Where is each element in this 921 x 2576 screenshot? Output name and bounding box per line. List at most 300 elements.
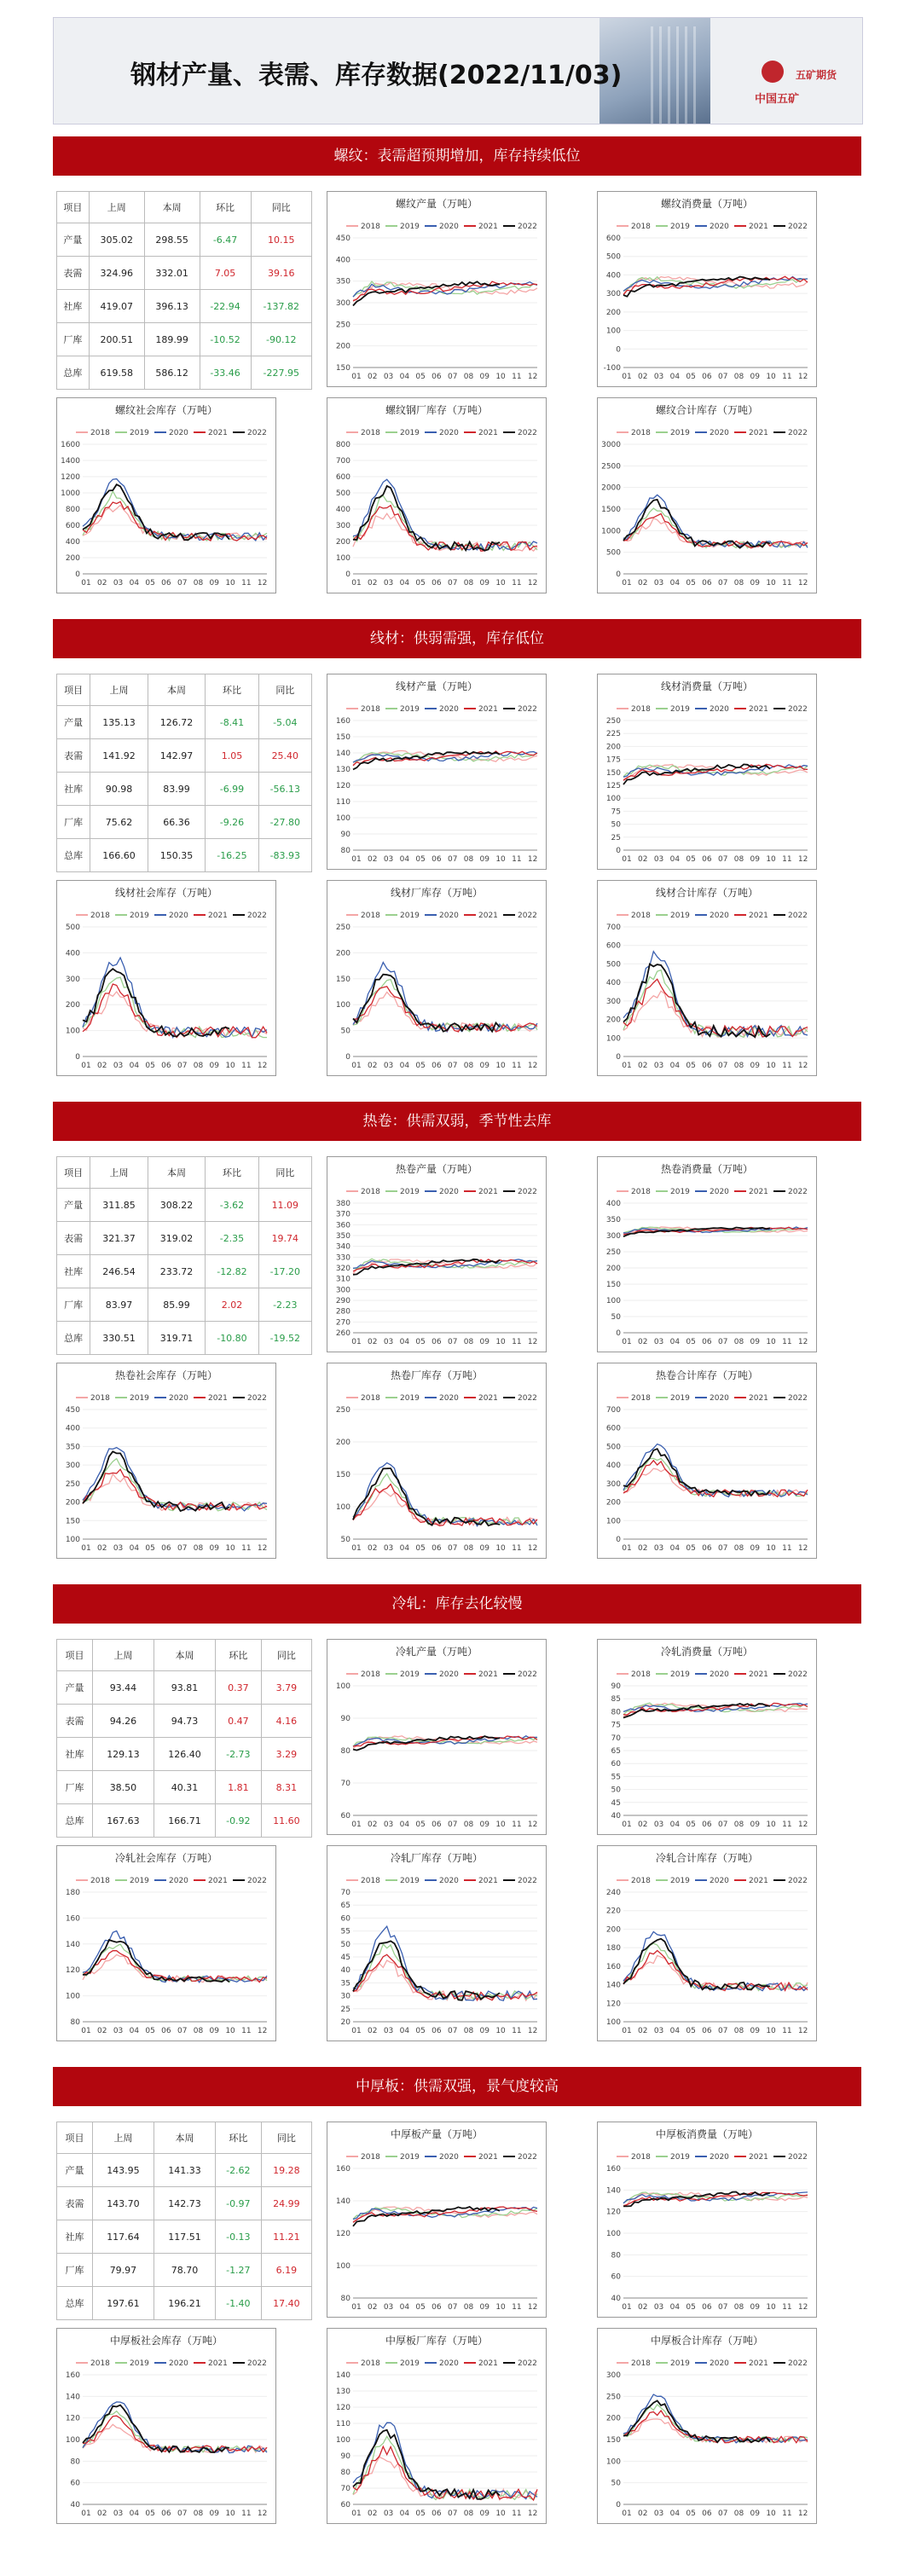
x-tick-label: 11: [512, 1062, 522, 1070]
x-tick-label: 05: [686, 1062, 696, 1070]
x-tick-label: 09: [479, 855, 489, 864]
x-tick-label: 10: [495, 2509, 506, 2518]
x-tick-label: 05: [415, 373, 426, 381]
y-tick-label: 600: [605, 234, 621, 243]
legend-label: 2020: [169, 1394, 188, 1403]
x-tick-label: 11: [512, 855, 522, 864]
x-tick-label: 08: [733, 1544, 744, 1553]
table-cell: 17.40: [261, 2287, 311, 2320]
x-tick-label: 03: [383, 2509, 394, 2518]
x-tick-label: 02: [97, 2027, 107, 2035]
table-header-cell: 本周: [144, 192, 200, 223]
y-tick-label: 400: [605, 1200, 621, 1208]
x-tick-label: 07: [447, 1821, 458, 1829]
table-cell: 0.37: [215, 1671, 261, 1705]
table-cell: 150.35: [148, 839, 206, 872]
table-header-cell: 环比: [200, 192, 251, 223]
line-chart: [598, 2122, 816, 2317]
table-cell: 189.99: [144, 323, 200, 356]
table-cell: -0.97: [215, 2187, 261, 2220]
x-tick-label: 09: [209, 1062, 219, 1070]
y-tick-label: 1200: [61, 473, 80, 482]
x-tick-label: 12: [797, 2509, 808, 2518]
x-tick-label: 10: [495, 855, 506, 864]
y-tick-label: 0: [616, 847, 621, 855]
legend-label: 2020: [710, 223, 729, 231]
x-tick-label: 05: [415, 2303, 426, 2312]
y-tick-label: 300: [335, 522, 350, 530]
x-tick-label: 08: [463, 1338, 474, 1346]
x-tick-label: 09: [479, 1338, 489, 1346]
y-tick-label: 160: [335, 2165, 350, 2174]
table-cell: 324.96: [89, 257, 144, 290]
x-tick-label: 07: [717, 1544, 728, 1553]
x-tick-label: 12: [797, 1338, 808, 1346]
legend-label: 2020: [439, 1188, 459, 1196]
table-cell: 10.15: [251, 223, 311, 257]
y-tick-label: 300: [605, 997, 621, 1006]
table-cell: 6.19: [261, 2254, 311, 2287]
chart-panel: [327, 674, 547, 870]
table-cell: 308.22: [148, 1189, 206, 1222]
x-tick-label: 09: [479, 2027, 489, 2035]
table-cell: 厂库: [57, 1771, 93, 1804]
line-chart: [598, 192, 816, 386]
x-tick-label: 05: [686, 1544, 696, 1553]
legend-label: 2018: [90, 2359, 110, 2368]
table-cell: 166.71: [154, 1804, 215, 1838]
x-tick-label: 10: [495, 1821, 506, 1829]
y-tick-label: 350: [605, 1216, 621, 1224]
y-tick-label: 0: [345, 1053, 350, 1062]
legend-label: 2022: [788, 705, 808, 714]
y-tick-label: 0: [616, 1329, 621, 1338]
x-tick-label: 03: [653, 1821, 664, 1829]
x-tick-label: 07: [447, 1338, 458, 1346]
x-tick-label: 03: [113, 2027, 124, 2035]
table-row: [57, 1255, 312, 1288]
x-tick-label: 06: [432, 855, 442, 864]
x-tick-label: 04: [669, 2027, 681, 2035]
x-tick-label: 11: [782, 1062, 792, 1070]
x-tick-label: 09: [209, 579, 219, 588]
legend-label: 2020: [439, 223, 459, 231]
y-tick-label: 175: [605, 755, 621, 765]
x-tick-label: 12: [257, 1062, 268, 1070]
x-tick-label: 02: [368, 373, 378, 381]
series-line-2020: [623, 1444, 808, 1497]
y-tick-label: 80: [340, 847, 350, 855]
table-header-cell: 上周: [92, 2122, 154, 2154]
y-tick-label: 40: [611, 2295, 621, 2303]
legend-label: 2019: [670, 2359, 690, 2368]
y-tick-label: 280: [335, 1307, 350, 1317]
x-tick-label: 11: [512, 2509, 522, 2518]
series-line-2019: [83, 491, 267, 541]
chart-panel: [597, 397, 817, 593]
table-cell: 75.62: [90, 806, 148, 839]
table-cell: 78.70: [154, 2254, 215, 2287]
x-tick-label: 07: [717, 2303, 728, 2312]
line-chart: [327, 192, 546, 386]
table-cell: -6.47: [200, 223, 251, 257]
chart-panel: [327, 1363, 547, 1559]
table-cell: 11.09: [258, 1189, 311, 1222]
x-tick-label: 09: [479, 1821, 489, 1829]
x-tick-label: 01: [81, 579, 91, 588]
y-tick-label: 200: [605, 1016, 621, 1025]
x-tick-label: 03: [653, 2509, 664, 2518]
table-cell: 0.47: [215, 1705, 261, 1738]
x-tick-label: 01: [351, 1338, 362, 1346]
y-tick-label: 600: [605, 941, 621, 951]
x-tick-label: 06: [161, 1062, 171, 1070]
table-row: [57, 290, 312, 323]
y-tick-label: 150: [335, 1471, 350, 1479]
table-cell: -17.20: [258, 1255, 311, 1288]
table-cell: 167.63: [92, 1804, 154, 1838]
x-tick-label: 06: [702, 1338, 712, 1346]
x-tick-label: 05: [415, 1338, 426, 1346]
x-tick-label: 01: [351, 2303, 362, 2312]
x-tick-label: 07: [717, 1821, 728, 1829]
legend-label: 2021: [208, 912, 228, 920]
x-tick-label: 11: [512, 579, 522, 588]
chart-title: 冷轧产量（万吨）: [395, 1646, 478, 1658]
legend-label: 2019: [670, 1394, 690, 1403]
x-tick-label: 06: [702, 2027, 712, 2035]
y-tick-label: 600: [605, 1424, 621, 1433]
x-tick-label: 12: [797, 855, 808, 864]
legend-label: 2022: [518, 1394, 537, 1403]
y-tick-label: 500: [605, 1443, 621, 1452]
line-chart: [327, 1846, 546, 2041]
x-tick-label: 03: [383, 373, 394, 381]
x-tick-label: 05: [145, 1544, 155, 1553]
x-tick-label: 04: [669, 1338, 681, 1346]
table-cell: -1.40: [215, 2287, 261, 2320]
table-cell: 94.73: [154, 1705, 215, 1738]
x-tick-label: 05: [686, 855, 696, 864]
table-row: [57, 2187, 312, 2220]
chart-title: 线材社会库存（万吨）: [114, 887, 218, 899]
y-tick-label: 200: [335, 1439, 350, 1447]
table-cell: 19.74: [258, 1222, 311, 1255]
x-tick-label: 04: [669, 1062, 681, 1070]
y-tick-label: 2500: [601, 462, 621, 472]
table-cell: -227.95: [251, 356, 311, 390]
x-tick-label: 06: [432, 2509, 442, 2518]
chart-panel: [597, 2122, 817, 2318]
y-tick-label: 400: [65, 538, 80, 547]
legend-label: 2022: [788, 1188, 808, 1196]
chart-title: 中厚板社会库存（万吨）: [109, 2335, 223, 2347]
data-table: [56, 674, 312, 872]
x-tick-label: 12: [257, 2509, 268, 2518]
table-cell: -16.25: [206, 839, 258, 872]
table-cell: 143.95: [92, 2154, 154, 2187]
legend-label: 2020: [439, 1877, 459, 1885]
chart-panel: [327, 1156, 547, 1352]
table-cell: 24.99: [261, 2187, 311, 2220]
x-tick-label: 03: [113, 1544, 124, 1553]
line-chart: [327, 1640, 546, 1834]
x-tick-label: 10: [766, 855, 776, 864]
table-row: [57, 1189, 312, 1222]
table-cell: 79.97: [92, 2254, 154, 2287]
y-tick-label: 80: [611, 1708, 621, 1717]
x-tick-label: 12: [527, 855, 538, 864]
x-tick-label: 04: [399, 2027, 410, 2035]
legend-label: 2022: [788, 1877, 808, 1885]
x-tick-label: 08: [733, 579, 744, 588]
legend-label: 2020: [710, 1188, 729, 1196]
y-tick-label: 120: [605, 2000, 621, 2009]
x-tick-label: 05: [415, 2027, 426, 2035]
table-cell: 93.44: [92, 1671, 154, 1705]
line-chart: [57, 1846, 275, 2041]
x-tick-label: 02: [638, 1062, 648, 1070]
x-tick-label: 02: [638, 1821, 648, 1829]
y-tick-label: 140: [335, 750, 350, 758]
x-tick-label: 08: [463, 1544, 474, 1553]
legend-label: 2019: [400, 2153, 420, 2162]
table-cell: 3.29: [261, 1738, 311, 1771]
legend-label: 2022: [247, 429, 267, 437]
x-tick-label: 03: [383, 1821, 394, 1829]
legend-label: 2022: [518, 912, 537, 920]
table-cell: 产量: [57, 706, 90, 739]
y-tick-label: 200: [335, 342, 350, 351]
x-tick-label: 02: [638, 2509, 648, 2518]
table-cell: 11.21: [261, 2220, 311, 2254]
table-cell: 93.81: [154, 1671, 215, 1705]
table-header-cell: 上周: [90, 1157, 148, 1189]
legend-label: 2021: [749, 1188, 768, 1196]
x-tick-label: 09: [750, 1821, 760, 1829]
x-tick-label: 05: [686, 579, 696, 588]
x-tick-label: 09: [750, 1338, 760, 1346]
series-line-2020: [83, 1931, 267, 1983]
table-cell: 332.01: [144, 257, 200, 290]
x-tick-label: 07: [447, 373, 458, 381]
y-tick-label: 55: [611, 1773, 621, 1782]
chart-panel: [597, 1845, 817, 2041]
series-line-2018: [623, 1955, 808, 1990]
legend-label: 2021: [478, 912, 498, 920]
line-chart: [57, 881, 275, 1075]
x-tick-label: 03: [113, 579, 124, 588]
table-cell: 38.50: [92, 1771, 154, 1804]
legend-label: 2018: [631, 1877, 651, 1885]
x-tick-label: 04: [669, 373, 681, 381]
y-tick-label: 100: [335, 1503, 350, 1512]
table-cell: 2.02: [206, 1288, 258, 1322]
table-header-cell: 上周: [89, 192, 144, 223]
x-tick-label: 03: [653, 1338, 664, 1346]
x-tick-label: 11: [782, 1338, 792, 1346]
y-tick-label: 140: [335, 2197, 350, 2206]
table-row: [57, 1322, 312, 1355]
table-header-cell: 本周: [148, 1157, 206, 1189]
table-row: [57, 839, 312, 872]
y-tick-label: 85: [611, 1695, 621, 1705]
table-cell: -22.94: [200, 290, 251, 323]
chart-panel: [327, 1639, 547, 1835]
y-tick-label: 100: [335, 1682, 350, 1691]
x-tick-label: 09: [750, 2509, 760, 2518]
x-tick-label: 05: [686, 2303, 696, 2312]
series-line-2019: [623, 2405, 808, 2443]
y-tick-label: 100: [335, 2262, 350, 2271]
x-tick-label: 06: [432, 579, 442, 588]
x-tick-label: 11: [782, 855, 792, 864]
legend-label: 2022: [518, 1670, 537, 1679]
y-tick-label: 100: [335, 2436, 350, 2445]
table-cell: -2.23: [258, 1288, 311, 1322]
table-cell: 8.31: [261, 1771, 311, 1804]
series-line-2019: [83, 1944, 267, 1983]
chart-title: 热卷厂库存（万吨）: [390, 1369, 484, 1381]
legend-label: 2022: [247, 1877, 267, 1885]
x-tick-label: 10: [225, 2509, 235, 2518]
y-tick-label: 1400: [61, 457, 80, 466]
x-tick-label: 02: [638, 373, 648, 381]
x-tick-label: 05: [145, 579, 155, 588]
x-tick-label: 07: [717, 2027, 728, 2035]
table-cell: 总库: [57, 356, 90, 390]
x-tick-label: 05: [145, 1062, 155, 1070]
legend-label: 2021: [749, 2359, 768, 2368]
legend-label: 2019: [670, 1877, 690, 1885]
x-tick-label: 05: [686, 1338, 696, 1346]
legend-label: 2018: [361, 912, 380, 920]
legend-label: 2020: [710, 2153, 729, 2162]
y-tick-label: 200: [605, 1265, 621, 1273]
x-tick-label: 04: [399, 2303, 410, 2312]
line-chart: [327, 398, 546, 593]
x-tick-label: 07: [177, 1062, 188, 1070]
y-tick-label: 450: [335, 234, 350, 243]
legend-label: 2022: [788, 223, 808, 231]
table-cell: 表需: [57, 2187, 93, 2220]
legend-label: 2021: [749, 705, 768, 714]
table-cell: 40.31: [154, 1771, 215, 1804]
x-tick-label: 12: [527, 579, 538, 588]
x-tick-label: 12: [527, 1821, 538, 1829]
legend-label: 2018: [631, 705, 651, 714]
chart-panel: [597, 191, 817, 387]
chart-panel: [597, 880, 817, 1076]
x-tick-label: 08: [733, 1338, 744, 1346]
x-tick-label: 06: [702, 2303, 712, 2312]
legend-label: 2020: [439, 705, 459, 714]
x-tick-label: 08: [733, 2303, 744, 2312]
x-tick-label: 04: [129, 579, 140, 588]
y-tick-label: 150: [335, 975, 350, 984]
y-tick-label: 700: [605, 923, 621, 932]
y-tick-label: 250: [605, 1248, 621, 1257]
y-tick-label: 600: [65, 522, 80, 530]
x-tick-label: 01: [351, 2509, 362, 2518]
y-tick-label: 200: [335, 538, 350, 547]
x-tick-label: 01: [351, 1821, 362, 1829]
x-tick-label: 02: [97, 1544, 107, 1553]
legend-label: 2018: [361, 2153, 380, 2162]
legend-label: 2021: [478, 223, 498, 231]
x-tick-label: 12: [797, 2027, 808, 2035]
table-row: [57, 1705, 312, 1738]
table-cell: 表需: [57, 257, 90, 290]
y-tick-label: 225: [605, 730, 621, 739]
table-cell: 3.79: [261, 1671, 311, 1705]
y-tick-label: 0: [75, 1053, 80, 1062]
x-tick-label: 02: [368, 2509, 378, 2518]
x-tick-label: 10: [766, 1821, 776, 1829]
chart-panel: [56, 397, 276, 593]
y-tick-label: 400: [65, 949, 80, 958]
x-tick-label: 11: [782, 1544, 792, 1553]
x-tick-label: 08: [463, 1062, 474, 1070]
chart-panel: [327, 2328, 547, 2524]
legend-label: 2019: [400, 2359, 420, 2368]
chart-title: 线材消费量（万吨）: [660, 680, 754, 692]
y-tick-label: 340: [335, 1242, 350, 1252]
y-tick-label: 100: [605, 1517, 621, 1526]
series-line-2020: [623, 2394, 808, 2443]
table-cell: 产量: [57, 2154, 93, 2187]
section-banner: 中厚板：供需双强，景气度较高: [53, 2067, 861, 2106]
table-header-cell: 项目: [57, 1640, 93, 1671]
y-tick-label: 800: [335, 441, 350, 449]
x-tick-label: 01: [351, 373, 362, 381]
table-row: [57, 1288, 312, 1322]
x-tick-label: 01: [622, 2303, 632, 2312]
y-tick-label: 50: [611, 820, 621, 830]
y-tick-label: 250: [605, 2393, 621, 2402]
y-tick-label: 500: [605, 252, 621, 262]
y-tick-label: 130: [335, 2388, 350, 2396]
x-tick-label: 09: [479, 2509, 489, 2518]
chart-panel: [597, 1363, 817, 1559]
x-tick-label: 08: [733, 373, 744, 381]
x-tick-label: 08: [733, 2509, 744, 2518]
x-tick-label: 05: [415, 1062, 426, 1070]
x-tick-label: 10: [766, 373, 776, 381]
line-chart: [327, 2329, 546, 2523]
chart-panel: [56, 880, 276, 1076]
line-chart: [57, 1363, 275, 1558]
x-tick-label: 05: [686, 2027, 696, 2035]
legend-label: 2021: [478, 429, 498, 437]
x-tick-label: 11: [241, 579, 252, 588]
x-tick-label: 03: [383, 1544, 394, 1553]
x-tick-label: 06: [161, 579, 171, 588]
x-tick-label: 07: [177, 579, 188, 588]
y-tick-label: 25: [340, 2005, 350, 2014]
legend-label: 2020: [710, 1670, 729, 1679]
x-tick-label: 04: [669, 1821, 681, 1829]
x-tick-label: 11: [512, 1544, 522, 1553]
y-tick-label: 380: [335, 1200, 350, 1208]
table-header-cell: 环比: [215, 2122, 261, 2154]
table-cell: 社库: [57, 2220, 93, 2254]
x-tick-label: 12: [527, 2509, 538, 2518]
line-chart: [598, 398, 816, 593]
table-cell: 社库: [57, 1255, 90, 1288]
y-tick-label: 250: [335, 1406, 350, 1415]
series-line-2022: [623, 1449, 770, 1496]
